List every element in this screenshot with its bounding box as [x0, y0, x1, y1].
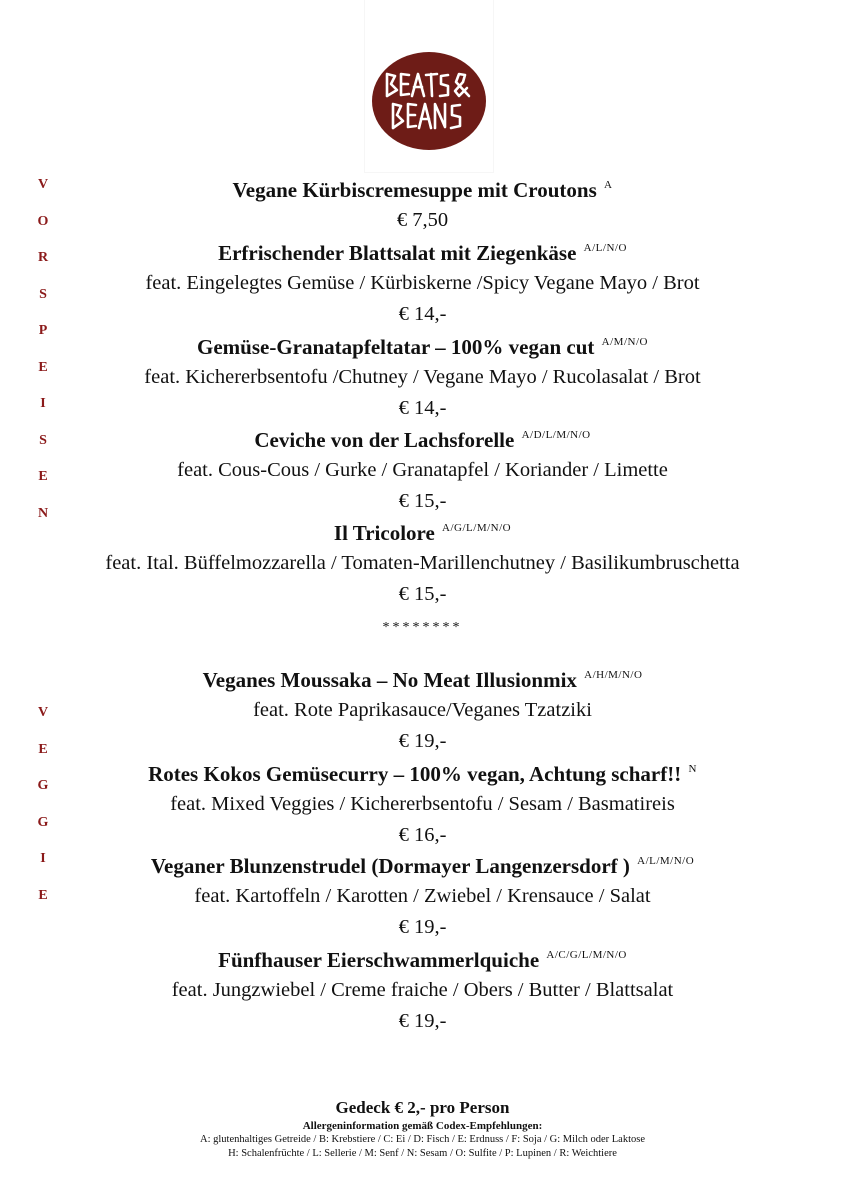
allergen-codes: A/G/L/M/N/O [442, 522, 512, 534]
menu-item [0, 846, 845, 943]
allergen-legend-line: A: glutenhaltiges Getreide / B: Krebstiere / C: Ei / D: Fisch / E: Erdnuss / F: Soja / G: Milch oder Laktose [199, 1134, 646, 1145]
dish-name: Vegane Kürbiscremesuppe mit Croutons $^A$ [232, 178, 613, 202]
dish-description: feat. Jungzwiebel / Creme fraiche / Obers / Butter / Blattsalat [171, 979, 674, 1001]
dish-name: Veganes Moussaka – No Meat Illusionmix $^{A/H/M/N/O}$ [202, 668, 643, 692]
logo-lettering [379, 66, 479, 136]
vertical-letter: P [38, 323, 48, 338]
menu-item [0, 513, 845, 610]
dish-description: feat. Rote Paprikasauce/Veganes Tzatziki [253, 699, 592, 721]
allergen-info-title: Allergeninformation gemäß Codex-Empfehlungen: [302, 1120, 543, 1132]
menu-footer [0, 1096, 845, 1161]
menu-item [0, 754, 845, 851]
vertical-letter: G [37, 814, 49, 830]
vertical-letter: S [39, 286, 47, 302]
vertical-letter: O [37, 213, 49, 229]
vertical-letter: V [37, 705, 49, 720]
dish-name: Erfrischender Blattsalat mit Ziegenkäse $^{A/L/N/O}$ [218, 241, 627, 265]
dish-price: € 19,- [398, 1010, 447, 1032]
dish-name: Fünfhauser Eierschwammerlquiche $^{A/C/G/L/M/N/O}$ [218, 948, 627, 972]
vertical-letter: E [38, 469, 48, 484]
vertical-letter: I [40, 396, 46, 411]
menu-item [0, 327, 845, 424]
logo-panel [365, 0, 493, 172]
allergen-codes: N [688, 763, 697, 775]
allergen-codes: A [604, 179, 613, 191]
allergen-codes: A/D/L/M/N/O [521, 429, 591, 441]
vertical-letter: I [40, 851, 46, 866]
vertical-letter: S [39, 432, 47, 448]
menu-item [0, 170, 845, 236]
dish-name: Gemüse-Granatapfeltatar – 100% vegan cut $^{A/M/N/O}$ [197, 335, 648, 359]
vertical-letter: N [37, 505, 49, 521]
allergen-codes: A/C/G/L/M/N/O [546, 949, 627, 961]
dish-price: € 14,- [398, 303, 447, 325]
dish-price: € 19,- [398, 916, 447, 938]
vertical-letter: R [37, 250, 49, 265]
vertical-letter: E [38, 359, 48, 375]
dish-description: feat. Eingelegtes Gemüse / Kürbiskerne /Spicy Vegane Mayo / Brot [145, 272, 700, 294]
dish-description: feat. Kichererbsentofu /Chutney / Vegane Mayo / Rucolasalat / Brot [144, 366, 701, 388]
vertical-letter: E [38, 887, 48, 903]
dish-description: feat. Mixed Veggies / Kichererbsentofu / Sesam / Basmatireis [170, 793, 675, 815]
vertical-letter: E [38, 741, 48, 757]
dish-price: € 14,- [398, 397, 447, 419]
allergen-codes: A/L/N/O [583, 242, 627, 254]
vertical-letter: G [37, 778, 49, 793]
dish-name: Rotes Kokos Gemüsecurry – 100% vegan, Achtung scharf!! $^N$ [148, 762, 697, 786]
dish-price: € 15,- [398, 583, 447, 605]
allergen-legend-line: H: Schalenfrüchte / L: Sellerie / M: Senf / N: Sesam / O: Sulfite / P: Lupinen / R: Weichtiere [228, 1148, 617, 1159]
dish-description: feat. Cous-Cous / Gurke / Granatapfel / Koriander / Limette [177, 459, 668, 481]
allergen-codes: A/L/M/N/O [637, 855, 695, 867]
dish-name: Veganer Blunzenstrudel (Dormayer Langenzersdorf ) $^{A/L/M/N/O}$ [150, 854, 695, 878]
dish-name: Il Tricolore $^{A/G/L/M/N/O}$ [333, 521, 512, 545]
dish-price: € 15,- [398, 490, 447, 512]
dish-price: € 16,- [398, 824, 447, 846]
cover-charge: Gedeck € 2,- pro Person [335, 1098, 510, 1117]
beats-and-beans-logo [372, 52, 486, 150]
menu-item [0, 420, 845, 517]
dish-name: Ceviche von der Lachsforelle $^{A/D/L/M/N/O}$ [254, 428, 591, 452]
allergen-codes: A/H/M/N/O [584, 669, 643, 681]
menu-item [0, 940, 845, 1037]
dish-price: € 7,50 [396, 209, 449, 231]
dish-description: feat. Kartoffeln / Karotten / Zwiebel / Krensauce / Salat [194, 885, 651, 907]
allergen-codes: A/M/N/O [601, 336, 648, 348]
section-divider: ******** [382, 620, 463, 635]
menu-item [0, 233, 845, 330]
menu-item [0, 660, 845, 757]
dish-description: feat. Ital. Büffelmozzarella / Tomaten-Marillenchutney / Basilikumbruschetta [105, 552, 740, 574]
vertical-letter: V [37, 177, 49, 192]
dish-price: € 19,- [398, 730, 447, 752]
